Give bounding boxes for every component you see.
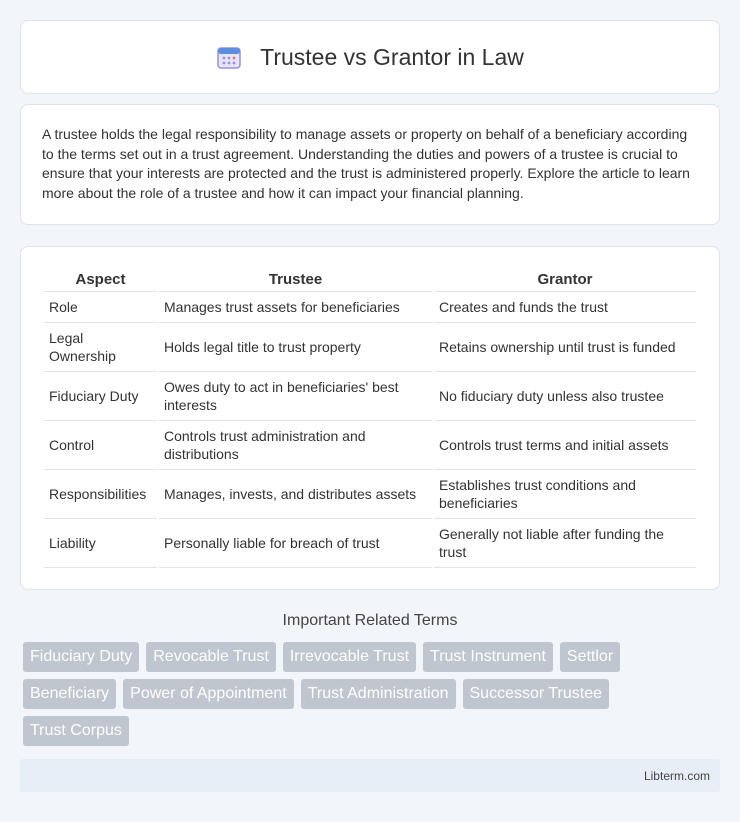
cell-grantor: Retains ownership until trust is funded — [434, 323, 696, 372]
page-title: Trustee vs Grantor in Law — [260, 43, 524, 70]
footer — [20, 759, 720, 792]
term-tag-beneficiary[interactable]: Beneficiary — [23, 679, 116, 709]
related-terms-title: Important Related Terms — [282, 612, 458, 629]
header-card — [20, 20, 720, 94]
table-row — [44, 372, 696, 421]
term-tag-trust-corpus[interactable]: Trust Corpus — [23, 716, 129, 746]
cell-grantor: Creates and funds the trust — [434, 292, 696, 323]
cell-trustee: Holds legal title to trust property — [159, 323, 432, 372]
term-tag-trust-instrument[interactable]: Trust Instrument — [423, 642, 553, 672]
term-tag-revocable-trust[interactable]: Revocable Trust — [146, 642, 276, 672]
header-trustee: Trustee — [159, 268, 432, 292]
table-header-row — [44, 268, 696, 292]
intro-card — [20, 104, 720, 225]
cell-trustee: Personally liable for breach of trust — [159, 519, 432, 568]
term-tag-trust-administration[interactable]: Trust Administration — [301, 679, 456, 709]
table-row — [44, 470, 696, 519]
cell-grantor: No fiduciary duty unless also trustee — [434, 372, 696, 421]
header-grantor: Grantor — [434, 268, 696, 292]
cell-aspect: Role — [44, 292, 157, 323]
table-row — [44, 421, 696, 470]
term-tag-irrevocable-trust[interactable]: Irrevocable Trust — [283, 642, 416, 672]
cell-aspect: Fiduciary Duty — [44, 372, 157, 421]
related-terms-list — [20, 642, 720, 746]
footer-site-link[interactable]: Libterm.com — [643, 768, 710, 783]
term-tag-power-of-appointment[interactable]: Power of Appointment — [123, 679, 294, 709]
cell-trustee: Manages trust assets for beneficiaries — [159, 292, 432, 323]
table-row — [44, 519, 696, 568]
cell-trustee: Manages, invests, and distributes assets — [159, 470, 432, 519]
cell-aspect: Responsibilities — [44, 470, 157, 519]
cell-aspect: Control — [44, 421, 157, 470]
cell-aspect: Legal Ownership — [44, 323, 157, 372]
cell-grantor: Generally not liable after funding the trust — [434, 519, 696, 568]
comparison-card — [20, 246, 720, 590]
header-aspect: Aspect — [44, 268, 157, 292]
term-tag-settlor[interactable]: Settlor — [560, 642, 620, 672]
comparison-table — [42, 268, 698, 568]
table-row — [44, 323, 696, 372]
calendar-icon — [216, 44, 242, 70]
table-row — [44, 292, 696, 323]
cell-aspect: Liability — [44, 519, 157, 568]
term-tag-fiduciary-duty[interactable]: Fiduciary Duty — [23, 642, 139, 672]
cell-trustee: Owes duty to act in beneficiaries' best interests — [159, 372, 432, 421]
cell-grantor: Controls trust terms and initial assets — [434, 421, 696, 470]
cell-grantor: Establishes trust conditions and beneficiaries — [434, 470, 696, 519]
cell-trustee: Controls trust administration and distributions — [159, 421, 432, 470]
intro-text: A trustee holds the legal responsibility to manage assets or property on behalf of a beneficiary according to the terms set out in a trust agreement. Understanding the duties and powers of a trustee is crucial to ensure that your interests are protected and the trust is administered properly. Explore the article to learn more about the role of a trustee and how it can impact your financial planning. — [42, 126, 690, 201]
term-tag-successor-trustee[interactable]: Successor Trustee — [463, 679, 610, 709]
